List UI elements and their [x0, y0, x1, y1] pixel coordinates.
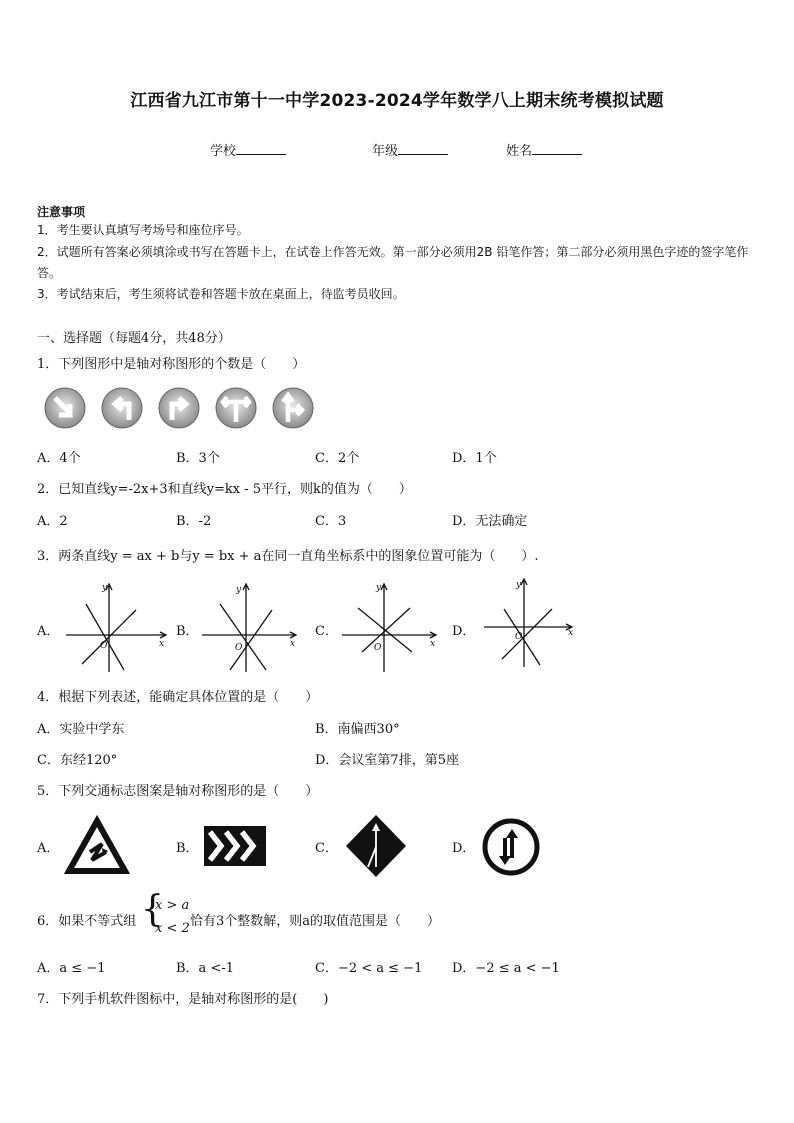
origin-label: O [374, 643, 382, 653]
y-axis-label: y [102, 583, 108, 593]
q1-option-d[interactable]: D．1个 [452, 451, 497, 466]
z-curve-warning-sign-icon [66, 818, 128, 874]
q3-graph-d [482, 575, 590, 670]
y-axis-label: y [376, 583, 382, 593]
q6-stem-end: 恰有3个整数解，则a的取值范围是（ ） [190, 914, 441, 929]
x-axis-label: x [430, 639, 436, 649]
notice-item-3: 3．考试结束后，考生须将试卷和答题卡放在桌面上，待监考员收回。 [37, 287, 405, 301]
x-axis-label: x [159, 639, 165, 649]
turn-right-sign-icon [159, 388, 199, 428]
section-heading: 一、选择题（每题4分，共48分） [37, 331, 231, 346]
grade-blank[interactable] [398, 142, 448, 155]
q4-option-c[interactable]: C．东经120° [37, 753, 118, 768]
page-title: 江西省九江市第十一中学2023-2024学年数学八上期末统考模拟试题 [130, 91, 664, 111]
q5-option-b[interactable]: B． [176, 841, 199, 856]
y-axis-label: y [236, 585, 242, 595]
x-axis-label: x [568, 628, 574, 638]
q2-option-a[interactable]: A．2 [37, 514, 68, 529]
q2-option-c[interactable]: C．3 [315, 514, 347, 529]
q2-option-d[interactable]: D．无法确定 [452, 514, 528, 529]
q1-sign-row [43, 386, 323, 432]
q7-stem: 7．下列手机软件图标中，是轴对称图形的是( ) [37, 992, 329, 1007]
q4-option-a[interactable]: A．实验中学东 [37, 722, 125, 737]
grade-field: 年级 [372, 140, 448, 159]
name-blank[interactable] [532, 142, 582, 155]
lane-merge-diamond-sign-icon [344, 813, 408, 879]
q5-option-a[interactable]: A． [37, 841, 60, 856]
q5-option-c[interactable]: C． [315, 841, 338, 856]
q3-option-a[interactable]: A． [37, 624, 60, 639]
q1-option-a[interactable]: A．4个 [37, 451, 81, 466]
q3-graph-c [340, 580, 448, 675]
q3-option-c[interactable]: C． [315, 624, 338, 639]
q5-option-d[interactable]: D． [452, 841, 476, 856]
notice-heading: 注意事项 [37, 205, 86, 219]
t-junction-sign-icon [216, 388, 256, 428]
origin-label: O [515, 632, 523, 642]
q4-option-b[interactable]: B．南偏西30° [315, 722, 400, 737]
q3-graph-b [200, 580, 308, 675]
q1-option-b[interactable]: B．3个 [176, 451, 220, 466]
straight-or-right-sign-icon [273, 388, 313, 428]
arrow-down-right-sign-icon [45, 388, 85, 428]
q6-inequality-2: x < 2 [155, 921, 190, 936]
q2-option-b[interactable]: B．-2 [176, 514, 212, 529]
q3-option-b[interactable]: B． [176, 624, 199, 639]
q6-stem-start: 6．如果不等式组 [37, 914, 137, 929]
q1-option-c[interactable]: C．2个 [315, 451, 360, 466]
q3-option-d[interactable]: D． [452, 624, 476, 639]
q3-stem: 3．两条直线y = ax + b与y = bx + a在同一直角坐标系中的图象位置可能为（ ）. [37, 549, 539, 564]
q1-stem: 1．下列图形中是轴对称图形的个数是（ ） [37, 357, 306, 372]
system-brace: { [141, 889, 164, 930]
q6-option-a[interactable]: A．a ≤ −1 [37, 961, 106, 976]
q6-option-c[interactable]: C．−2 < a ≤ −1 [315, 961, 423, 976]
notice-item-2: 2．试题所有答案必须填涂或书写在答题卡上，在试卷上作答无效。第一部分必须用2B 铅笔作答；第二部分必须用黑色字迹的签字笔作答。 [37, 245, 749, 280]
q5-stem: 5．下列交通标志图案是轴对称图形的是（ ） [37, 784, 319, 799]
name-field: 姓名 [506, 140, 582, 159]
school-field: 学校 [210, 140, 286, 159]
y-axis-label: y [516, 580, 522, 590]
origin-label: O [100, 641, 108, 651]
x-axis-label: x [290, 639, 296, 649]
turn-left-sign-icon [102, 388, 142, 428]
q2-stem: 2．已知直线y=-2x+3和直线y=kx - 5平行，则k的值为（ ） [37, 482, 412, 497]
origin-label: O [235, 643, 243, 653]
q4-option-d[interactable]: D．会议室第7排，第5座 [315, 753, 459, 768]
q6-option-d[interactable]: D．−2 ≤ a < −1 [452, 961, 560, 976]
chevron-direction-sign-icon [204, 826, 266, 866]
q3-graph-a [64, 580, 172, 675]
two-way-traffic-sign-icon [482, 818, 540, 876]
q6-inequality-1: x > a [155, 898, 190, 913]
q6-option-b[interactable]: B．a <-1 [176, 961, 234, 976]
school-blank[interactable] [236, 142, 286, 155]
notice-item-1: 1．考生要认真填写考场号和座位序号。 [37, 223, 249, 237]
q4-stem: 4．根据下列表述，能确定具体位置的是（ ） [37, 690, 319, 705]
